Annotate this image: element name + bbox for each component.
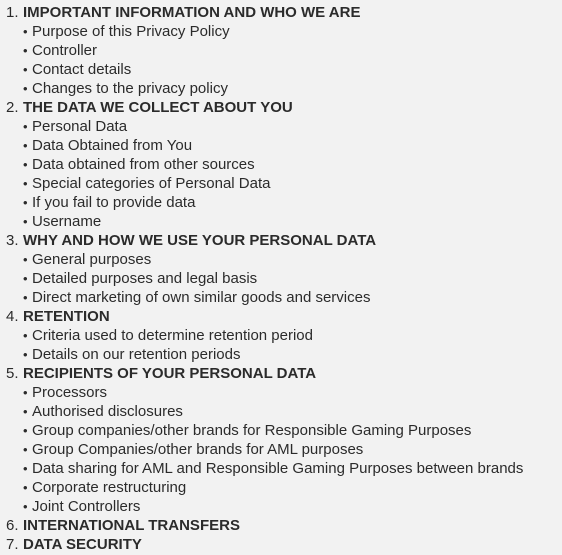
section-title: RETENTION [23, 308, 110, 325]
subsection-label: Data Obtained from You [32, 137, 193, 154]
subsection-label: Processors [32, 384, 108, 401]
subsection-link[interactable] [6, 326, 562, 345]
bullet-icon: • [23, 404, 28, 419]
bullet-icon: • [23, 423, 28, 438]
subsection-link[interactable] [6, 174, 562, 193]
bullet-icon: • [23, 176, 28, 191]
subsection-label: Personal Data [32, 118, 128, 135]
section-number: 4. [6, 308, 19, 325]
subsection-link[interactable] [6, 383, 562, 402]
subsection-link[interactable] [6, 288, 562, 307]
bullet-icon: • [23, 328, 28, 343]
subsection-label: Data sharing for AML and Responsible Gaming Purposes between brands [32, 460, 524, 477]
section-number: 1. [6, 4, 19, 21]
subsection-link[interactable] [6, 345, 562, 364]
subsection-link[interactable] [6, 136, 562, 155]
subsection-label: Username [32, 213, 102, 230]
subsection-label: Details on our retention periods [32, 346, 241, 363]
subsection-link[interactable] [6, 79, 562, 98]
bullet-icon: • [23, 461, 28, 476]
subsection-label: Group companies/other brands for Responsible Gaming Purposes [32, 422, 472, 439]
subsection-label: Controller [32, 42, 98, 59]
subsection-label: Detailed purposes and legal basis [32, 270, 258, 287]
bullet-icon: • [23, 271, 28, 286]
subsection-link[interactable] [6, 250, 562, 269]
section-title: DATA SECURITY [23, 536, 142, 553]
section-number: 5. [6, 365, 19, 382]
bullet-icon: • [23, 157, 28, 172]
bullet-icon: • [23, 195, 28, 210]
section-heading-link[interactable] [6, 307, 562, 326]
subsection-link[interactable] [6, 193, 562, 212]
bullet-icon: • [23, 499, 28, 514]
subsection-label: If you fail to provide data [32, 194, 196, 211]
subsection-label: Changes to the privacy policy [32, 80, 228, 97]
section-heading-link[interactable] [6, 3, 562, 22]
bullet-icon: • [23, 480, 28, 495]
section-title: THE DATA WE COLLECT ABOUT YOU [23, 99, 293, 116]
subsection-link[interactable] [6, 440, 562, 459]
bullet-icon: • [23, 214, 28, 229]
subsection-label: Criteria used to determine retention period [32, 327, 313, 344]
bullet-icon: • [23, 252, 28, 267]
subsection-link[interactable] [6, 478, 562, 497]
section-title: WHY AND HOW WE USE YOUR PERSONAL DATA [23, 232, 377, 249]
subsection-link[interactable] [6, 402, 562, 421]
bullet-icon: • [23, 347, 28, 362]
subsection-link[interactable] [6, 117, 562, 136]
subsection-label: General purposes [32, 251, 152, 268]
section-number: 6. [6, 517, 19, 534]
subsection-label: Group Companies/other brands for AML purposes [32, 441, 364, 458]
bullet-icon: • [23, 385, 28, 400]
subsection-label: Direct marketing of own similar goods and services [32, 289, 371, 306]
subsection-link[interactable] [6, 421, 562, 440]
subsection-label: Authorised disclosures [32, 403, 183, 420]
subsection-link[interactable] [6, 22, 562, 41]
section-title: INTERNATIONAL TRANSFERS [23, 517, 240, 534]
subsection-label: Data obtained from other sources [32, 156, 255, 173]
subsection-link[interactable] [6, 212, 562, 231]
bullet-icon: • [23, 138, 28, 153]
section-title: RECIPIENTS OF YOUR PERSONAL DATA [23, 365, 317, 382]
section-number: 7. [6, 536, 19, 553]
section-heading-link[interactable] [6, 98, 562, 117]
subsection-label: Corporate restructuring [32, 479, 187, 496]
bullet-icon: • [23, 62, 28, 77]
bullet-icon: • [23, 442, 28, 457]
section-number: 3. [6, 232, 19, 249]
bullet-icon: • [23, 290, 28, 305]
section-heading-link[interactable] [6, 516, 562, 535]
bullet-icon: • [23, 119, 28, 134]
subsection-label: Contact details [32, 61, 132, 78]
subsection-label: Purpose of this Privacy Policy [32, 23, 230, 40]
bullet-icon: • [23, 81, 28, 96]
bullet-icon: • [23, 24, 28, 39]
section-heading-link[interactable] [6, 535, 562, 554]
subsection-link[interactable] [6, 269, 562, 288]
bullet-icon: • [23, 43, 28, 58]
subsection-link[interactable] [6, 41, 562, 60]
section-number: 2. [6, 99, 19, 116]
subsection-link[interactable] [6, 60, 562, 79]
subsection-label: Special categories of Personal Data [32, 175, 271, 192]
subsection-label: Joint Controllers [32, 498, 141, 515]
section-heading-link[interactable] [6, 231, 562, 250]
subsection-link[interactable] [6, 459, 562, 478]
section-title: IMPORTANT INFORMATION AND WHO WE ARE [23, 4, 361, 21]
subsection-link[interactable] [6, 497, 562, 516]
section-heading-link[interactable] [6, 364, 562, 383]
subsection-link[interactable] [6, 155, 562, 174]
